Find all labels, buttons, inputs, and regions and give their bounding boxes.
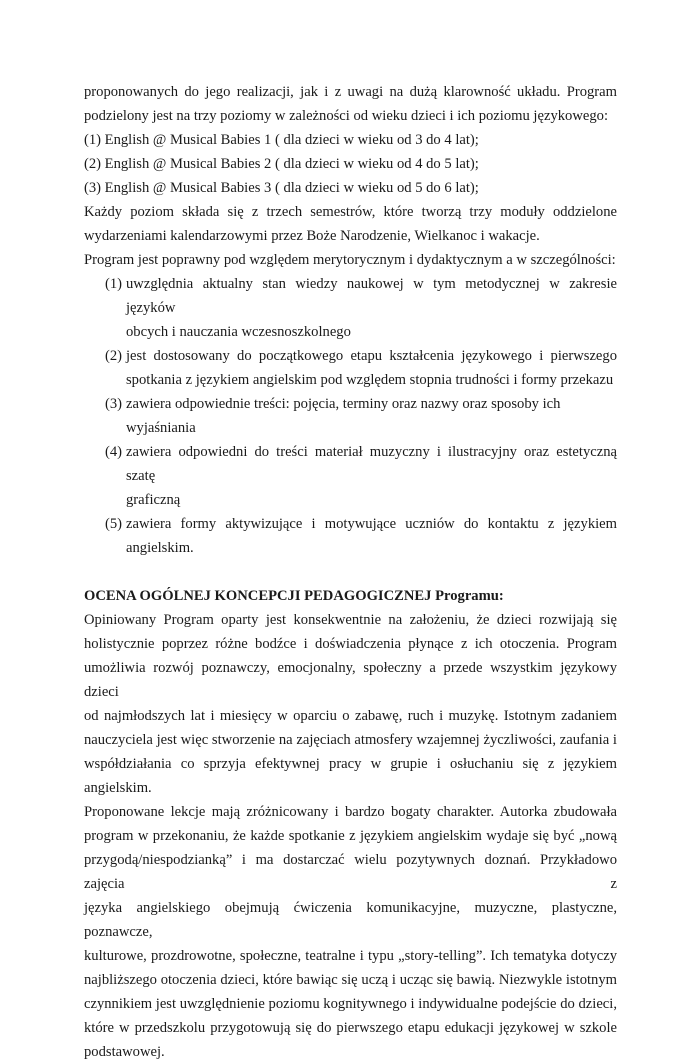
text-line: zawiera odpowiednie treści: pojęcia, terminy oraz nazwy oraz sposoby ich wyjaśniania xyxy=(126,396,561,436)
text-line: uwzględnia aktualny stan wiedzy naukowej w tym metodycznej w zakresie języków xyxy=(126,276,617,316)
text-line: czynnikiem jest uwzględnienie poziomu kognitywnego i indywidualne podejście do dzieci, xyxy=(84,996,617,1012)
text-line: podzielony jest na trzy poziomy w zależności od wieku dzieci i ich poziomu językowego: xyxy=(84,108,608,124)
criteria-item xyxy=(84,392,617,440)
program-level-item: (3) English @ Musical Babies 3 ( dla dzieci w wieku od 5 do 6 lat); xyxy=(84,180,479,196)
text-line: Program jest poprawny pod względem merytorycznym i dydaktycznym a w szczególności: xyxy=(84,252,616,268)
semesters-paragraph xyxy=(84,200,617,248)
criteria-item xyxy=(84,272,617,344)
section-heading xyxy=(84,584,617,608)
criteria-number: (2) xyxy=(105,348,123,364)
criteria-intro xyxy=(84,248,617,272)
criteria-item xyxy=(84,512,617,560)
text-line: Opiniowany Program oparty jest konsekwentnie na założeniu, że dzieci rozwijają się xyxy=(84,612,617,628)
text-line: wydarzeniami kalendarzowymi przez Boże Narodzenie, Wielkanoc i wakacje. xyxy=(84,228,540,244)
text-line: przygodą/niespodzianką” i ma dostarczać wielu pozytywnych doznań. Przykładowo zajęcia z xyxy=(84,852,617,892)
text-line: zawiera odpowiedni do treści materiał muzyczny i ilustracyjny oraz estetyczną szatę xyxy=(126,444,617,484)
text-line: najbliższego otoczenia dzieci, które bawiąc się uczą i ucząc się bawią. Niezwykle istotnym xyxy=(84,972,617,988)
text-line: angielskim. xyxy=(126,540,194,556)
text-line: które w przedszkolu przygotowują się do pierwszego etapu edukacji językowej w szkole xyxy=(84,1020,617,1036)
document-page xyxy=(84,80,617,1064)
program-levels-list xyxy=(84,128,617,200)
program-level-item: (1) English @ Musical Babies 1 ( dla dzieci w wieku od 3 do 4 lat); xyxy=(84,132,479,148)
text-line: program w przekonaniu, że każde spotkanie z językiem angielskim wydaje się być „nową xyxy=(84,828,617,844)
text-line: zawiera formy aktywizujące i motywujące uczniów do kontaktu z językiem xyxy=(126,516,617,532)
criteria-item xyxy=(84,440,617,512)
text-line: kulturowe, prozdrowotne, społeczne, teatralne i typu „story-telling”. Ich tematyka dotyczy xyxy=(84,948,617,964)
criteria-list xyxy=(84,272,617,560)
criteria-number: (4) xyxy=(105,444,123,460)
criteria-number: (5) xyxy=(105,516,123,532)
section-heading-caps: OCENA OGÓLNEJ KONCEPCJI PEDAGOGICZNEJ xyxy=(84,588,432,604)
criteria-number: (1) xyxy=(105,276,123,292)
text-line: obcych i nauczania wczesnoszkolnego xyxy=(126,324,351,340)
text-line: Każdy poziom składa się z trzech semestrów, które tworzą trzy moduły oddzielone xyxy=(84,204,617,220)
text-line: nauczyciela jest więc stworzenie na zajęciach atmosfery wzajemnej życzliwości, zaufania i xyxy=(84,732,617,748)
text-line: współdziałania co sprzyja efektywnej pracy w grupie i osłuchaniu się z językiem angielskim. xyxy=(84,756,617,796)
pedagogical-concept-paragraph xyxy=(84,608,617,1064)
criteria-item xyxy=(84,344,617,392)
text-line: od najmłodszych lat i miesięcy w oparciu o zabawę, ruch i muzykę. Istotnym zadaniem xyxy=(84,708,617,724)
text-line: holistycznie poprzez różne bodźce i doświadczenia płynące z ich otoczenia. Program xyxy=(84,636,617,652)
text-line: jest dostosowany do początkowego etapu kształcenia językowego i pierwszego xyxy=(126,348,617,364)
text-line: proponowanych do jego realizacji, jak i z uwagi na dużą klarowność układu. Program xyxy=(84,84,617,100)
text-line: Proponowane lekcje mają zróżnicowany i bardzo bogaty charakter. Autorka zbudowała xyxy=(84,804,617,820)
text-line: umożliwia rozwój poznawczy, emocjonalny, społeczny a przede wszystkim językowy dzieci xyxy=(84,660,617,700)
text-line: spotkania z językiem angielskim pod względem stopnia trudności i formy przekazu xyxy=(126,372,614,388)
criteria-number: (3) xyxy=(105,396,123,412)
text-line: języka angielskiego obejmują ćwiczenia komunikacyjne, muzyczne, plastyczne, poznawcze, xyxy=(84,900,617,940)
text-line: podstawowej. xyxy=(84,1044,165,1060)
text-line: graficzną xyxy=(126,492,181,508)
intro-paragraph xyxy=(84,80,617,128)
section-heading-rest: Programu: xyxy=(431,588,504,604)
program-level-item: (2) English @ Musical Babies 2 ( dla dzieci w wieku od 4 do 5 lat); xyxy=(84,156,479,172)
